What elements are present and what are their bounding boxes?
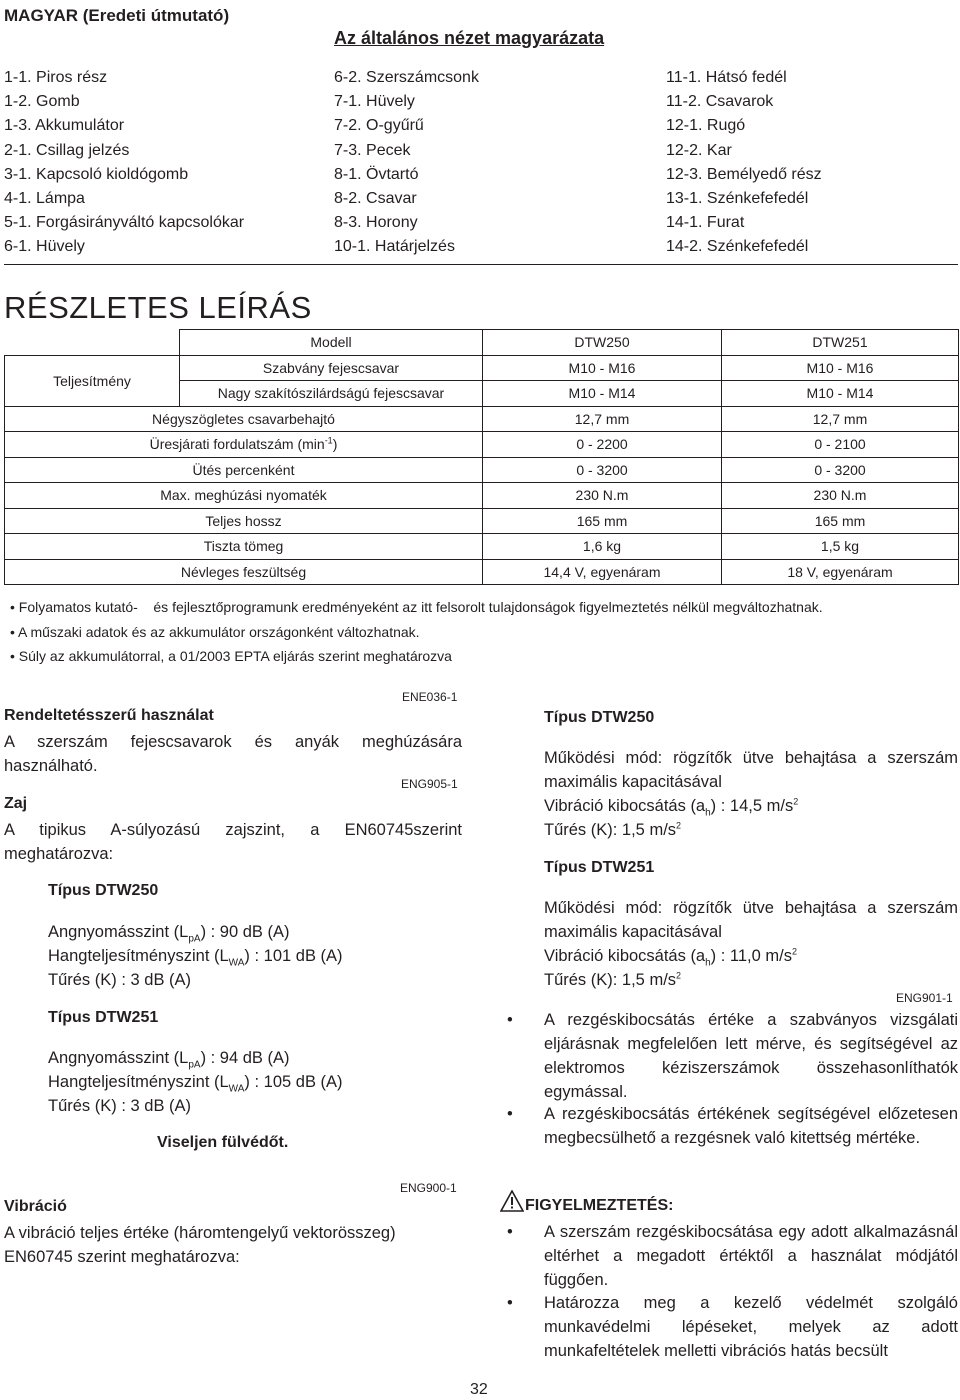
part-item: 11-1. Hátsó fedél: [666, 69, 787, 86]
bullet-icon: •: [507, 1105, 513, 1123]
part-item: 12-2. Kar: [666, 141, 732, 159]
vibration-bullet: • A rezgéskibocsátás értékének segítségével előzetesen megbecsülhető a rezgésnek való kitettség mértéke.: [544, 1102, 958, 1150]
specifications-table: [4, 329, 959, 585]
parts-column-2: [334, 66, 479, 260]
table-cell: 0 - 3200: [722, 457, 959, 483]
noise-values-dtw251: [48, 1046, 343, 1118]
vibration-values-dtw251: [544, 896, 958, 992]
noise-title: Zaj: [4, 795, 28, 812]
table-cell: 18 V, egyenáram: [722, 559, 959, 585]
intended-use-text: A szerszám fejescsavarok és anyák meghúzására használható.: [4, 733, 462, 775]
section-divider: [4, 264, 958, 265]
noise-model-title: Típus DTW251: [48, 1009, 159, 1026]
part-item: 6-1. Hüvely: [4, 238, 85, 256]
page-number: 32: [470, 1381, 488, 1398]
table-row: [5, 432, 959, 458]
noise-text: A tipikus A-súlyozású zajszint, a EN60745szerint meghatározva:: [4, 821, 462, 863]
impacts-label: Ütés percenként: [5, 457, 483, 483]
bullet-icon: •: [507, 1011, 513, 1029]
warning-bullet: • A szerszám rezgéskibocsátása egy adott alkalmazásnál eltérhet a megadott értéktől a használat módjától függően.: [544, 1220, 958, 1292]
table-cell: M10 - M14: [483, 381, 722, 407]
intended-use-title: Rendeltetésszerű használat: [4, 707, 214, 724]
specifications-heading: RÉSZLETES LEÍRÁS: [4, 290, 312, 325]
table-cell: 12,7 mm: [722, 406, 959, 432]
part-item: 14-1. Furat: [666, 214, 745, 232]
warning-title: FIGYELMEZTETÉS:: [525, 1197, 674, 1214]
part-item: 4-1. Lámpa: [4, 190, 85, 208]
sound-power-level: Hangteljesítményszint $(L_{WA})$ : 105 dB (A): [48, 1073, 343, 1095]
note-item: • Folyamatos kutató- és fejlesztőprogramunk eredményeként az itt felsorolt tulajdonságok figyelmeztetés nélkül megváltozhatnak.: [10, 599, 823, 615]
table-cell: 165 mm: [483, 508, 722, 534]
ht-bolt-label: Nagy szakítószilárdságú fejescsavar: [180, 381, 483, 407]
sound-pressure-level: Angnyomásszint $(L_{pA})$ : 94 dB (A): [48, 1049, 290, 1071]
doc-code: ENE036-1: [402, 690, 458, 704]
work-mode: Működési mód: rögzítők ütve behajtása a szerszám maximális kapacitásával: [544, 899, 958, 941]
square-drive-label: Négyszögletes csavarbehajtó: [5, 406, 483, 432]
part-item: 12-1. Rugó: [666, 117, 746, 135]
doc-code: ENG905-1: [401, 777, 458, 791]
table-row: [5, 330, 959, 356]
vibration-bullet: • A rezgéskibocsátás értéke a szabványos vizsgálati eljárásnak megfelelően lett mérve, és segítségével az elektromos kéziszerszámok összehasonlíthatók egymással.: [544, 1008, 958, 1104]
table-cell: 0 - 3200: [483, 457, 722, 483]
part-item: 14-2. Szénkefefedél: [666, 238, 809, 256]
sound-pressure-level: Angnyomásszint $(L_{pA})$ : 90 dB (A): [48, 923, 290, 945]
weight-label: Tiszta tömeg: [5, 534, 483, 560]
noise-values-dtw250: [48, 920, 343, 992]
table-row: [5, 483, 959, 509]
part-item: 12-3. Bemélyedő rész: [666, 165, 822, 183]
vibration-model-title: Típus DTW250: [544, 709, 655, 726]
parts-column-1: [4, 66, 244, 260]
part-item: 11-2. Csavarok: [666, 93, 774, 111]
table-cell: M10 - M16: [483, 355, 722, 381]
noise-model-title: Típus DTW250: [48, 882, 159, 899]
table-row: [5, 559, 959, 585]
overview-title: Az általános nézet magyarázata: [334, 28, 605, 48]
part-item: 7-1. Hüvely: [334, 93, 415, 111]
uncertainty: Tűrés (K): 1,5 $m/s^2$: [544, 820, 682, 839]
model-dtw251: DTW251: [722, 330, 959, 356]
table-cell: 1,5 kg: [722, 534, 959, 560]
vibration-text: A vibráció teljes értéke (háromtengelyű vektorösszeg) EN60745 szerint meghatározva:: [4, 1224, 396, 1266]
part-item: 2-1. Csillag jelzés: [4, 141, 130, 159]
table-cell: M10 - M16: [722, 355, 959, 381]
table-cell: 230 N.m: [483, 483, 722, 509]
table-cell: 0 - 2200: [483, 432, 722, 458]
part-item: 8-2. Csavar: [334, 190, 417, 208]
part-item: 10-1. Határjelzés: [334, 238, 455, 256]
vibration-emission: Vibráció kibocsátás $(a_h)$ : 14,5 $m/s^2$: [544, 796, 799, 819]
table-row: [5, 355, 959, 381]
performance-label: Teljesítmény: [5, 355, 180, 406]
uncertainty: Tűrés (K) : 3 dB (A): [48, 971, 192, 989]
model-label: Modell: [180, 330, 483, 356]
warning-triangle-icon: [500, 1190, 524, 1217]
model-dtw250: DTW250: [483, 330, 722, 356]
part-item: 5-1. Forgásirányváltó kapcsolókar: [4, 214, 245, 232]
part-item: 1-3. Akkumulátor: [4, 117, 125, 135]
note-item: • A műszaki adatok és az akkumulátor országonként változhatnak.: [10, 623, 420, 640]
sound-power-level: Hangteljesítményszint $(L_{WA})$ : 101 dB (A): [48, 947, 343, 969]
no-load-speed-label: Üresjárati fordulatszám $(\min^{-1})$: [5, 432, 483, 458]
uncertainty: Tűrés (K) : 3 dB (A): [48, 1097, 192, 1115]
table-cell: 1,6 kg: [483, 534, 722, 560]
voltage-label: Névleges feszültség: [5, 559, 483, 585]
table-cell: 12,7 mm: [483, 406, 722, 432]
std-bolt-label: Szabvány fejescsavar: [180, 355, 483, 381]
part-item: 7-2. O-gyűrű: [334, 117, 424, 135]
table-cell: 14,4 V, egyenáram: [483, 559, 722, 585]
doc-code: ENG901-1: [896, 991, 953, 1005]
warning-bullet: • Határozza meg a kezelő védelmét szolgáló munkavédelmi lépéseket, melyek az adott munkafeltételek melletti vibrációs hatás becsült: [544, 1291, 958, 1363]
table-row: [5, 457, 959, 483]
table-cell: M10 - M14: [722, 381, 959, 407]
doc-code: ENG900-1: [400, 1181, 457, 1195]
vibration-emission: Vibráció kibocsátás $(a_h)$ : 11,0 $m/s^2$: [544, 946, 797, 969]
vibration-title: Vibráció: [4, 1198, 67, 1215]
part-item: 8-1. Övtartó: [334, 165, 419, 183]
part-item: 7-3. Pecek: [334, 141, 411, 159]
vibration-model-title: Típus DTW251: [544, 859, 655, 876]
part-item: 8-3. Horony: [334, 214, 418, 232]
language-heading: MAGYAR (Eredeti útmutató): [4, 6, 230, 25]
uncertainty: Tűrés (K): 1,5 $m/s^2$: [544, 970, 682, 989]
torque-label: Max. meghúzási nyomaték: [5, 483, 483, 509]
part-item: 3-1. Kapcsoló kioldógomb: [4, 165, 189, 183]
parts-column-3: [666, 66, 822, 260]
table-cell: 0 - 2100: [722, 432, 959, 458]
bullet-icon: •: [507, 1294, 513, 1312]
part-item: 6-2. Szerszámcsonk: [334, 69, 479, 86]
table-row: [5, 534, 959, 560]
work-mode: Működési mód: rögzítők ütve behajtása a szerszám maximális kapacitásával: [544, 749, 958, 791]
table-row: [5, 508, 959, 534]
part-item: 1-2. Gomb: [4, 93, 80, 111]
vibration-values-dtw250: [544, 746, 958, 842]
ear-protection-notice: Viseljen fülvédőt.: [157, 1134, 289, 1151]
part-item: 13-1. Szénkefefedél: [666, 190, 809, 208]
bullet-icon: •: [507, 1223, 513, 1241]
part-item: 1-1. Piros rész: [4, 69, 108, 86]
length-label: Teljes hossz: [5, 508, 483, 534]
note-item: • Súly az akkumulátorral, a 01/2003 EPTA eljárás szerint meghatározva: [10, 648, 452, 664]
table-cell: 165 mm: [722, 508, 959, 534]
table-row: [5, 406, 959, 432]
spec-notes: [10, 595, 823, 669]
table-cell: 230 N.m: [722, 483, 959, 509]
